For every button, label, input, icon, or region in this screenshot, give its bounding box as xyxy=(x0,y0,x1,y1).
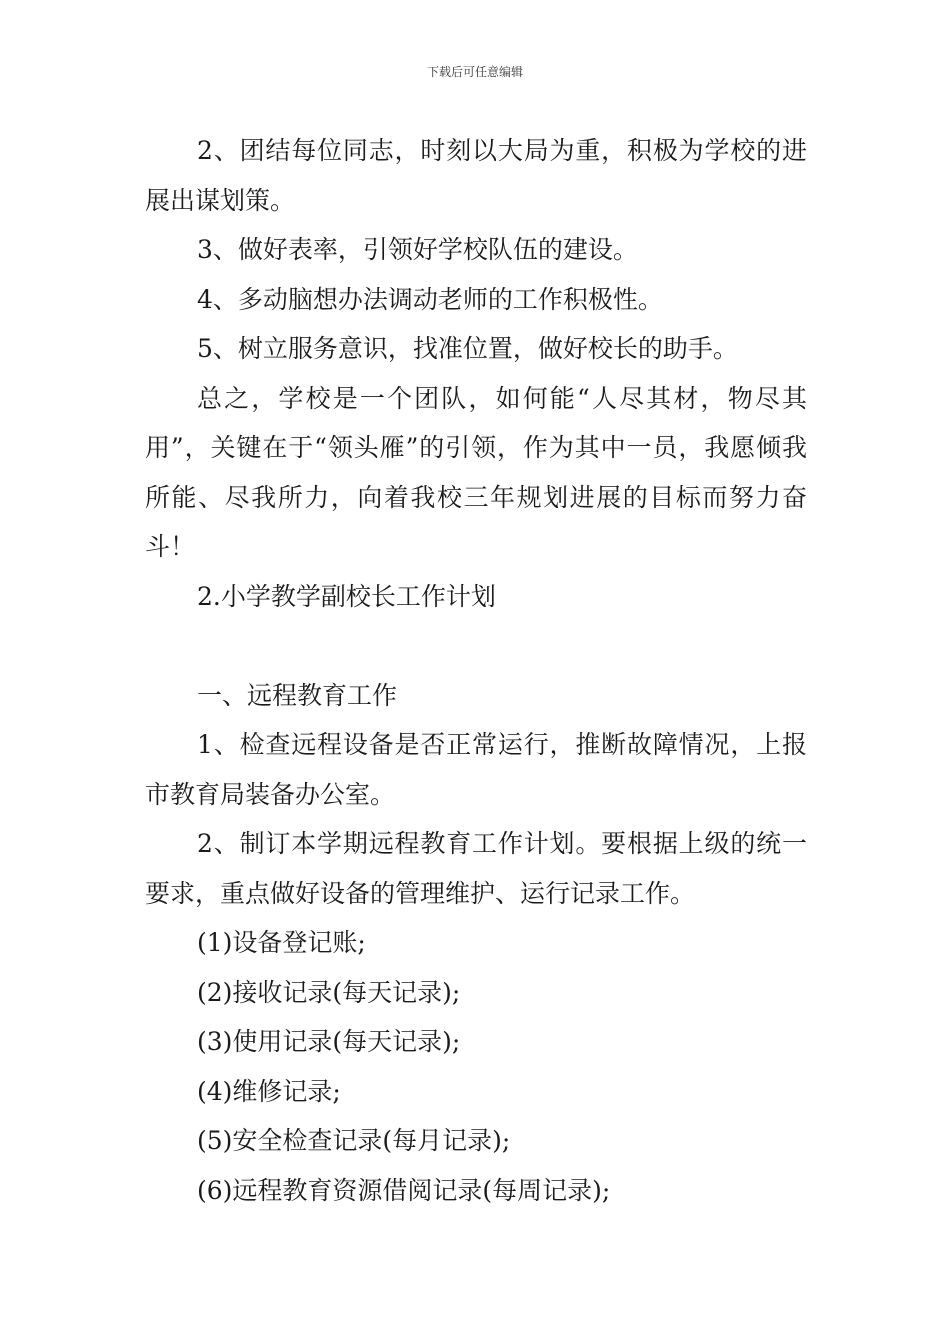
section-heading: 一、远程教育工作 xyxy=(197,680,398,710)
paragraph-item-3: 3、做好表率，引领好学校队伍的建设。 xyxy=(197,235,638,264)
section-title: 2.小学教学副校长工作计划 xyxy=(197,581,496,611)
blank-line xyxy=(145,621,807,671)
record-item-1: (1)设备登记账; xyxy=(197,928,366,957)
paragraph-item-5: 5、树立服务意识，找准位置，做好校长的助手。 xyxy=(197,334,738,363)
record-item-3: (3)使用记录(每天记录); xyxy=(197,1027,461,1056)
record-item-4: (4)维修记录; xyxy=(197,1076,341,1106)
page-header: 下载后可任意编辑 xyxy=(426,65,523,79)
paragraph-summary: 总之，学校是一个团队，如何能“人尽其材，物尽其用”，关键在于“领头雁”的引领，作为其中一员，我愿倾我所能、尽我所力，向着我校三年规划进展的目标而努力奋斗！ xyxy=(145,383,807,561)
paragraph-item-2: 2、团结每位同志，时刻以大局为重，积极为学校的进展出谋划策。 xyxy=(145,136,807,215)
record-item-2: (2)接收记录(每天记录); xyxy=(197,977,461,1007)
paragraph-item-4: 4、多动脑想办法调动老师的工作积极性。 xyxy=(197,284,663,314)
document-body xyxy=(145,126,807,1215)
record-item-5: (5)安全检查记录(每月记录); xyxy=(197,1126,511,1155)
paragraph-item-plan: 2、制订本学期远程教育工作计划。要根据上级的统一要求，重点做好设备的管理维护、运行记录工作。 xyxy=(145,829,807,908)
paragraph-item-1: 1、检查远程设备是否正常运行，推断故障情况，上报市教育局装备办公室。 xyxy=(145,730,807,809)
record-item-6: (6)远程教育资源借阅记录(每周记录); xyxy=(197,1175,611,1205)
